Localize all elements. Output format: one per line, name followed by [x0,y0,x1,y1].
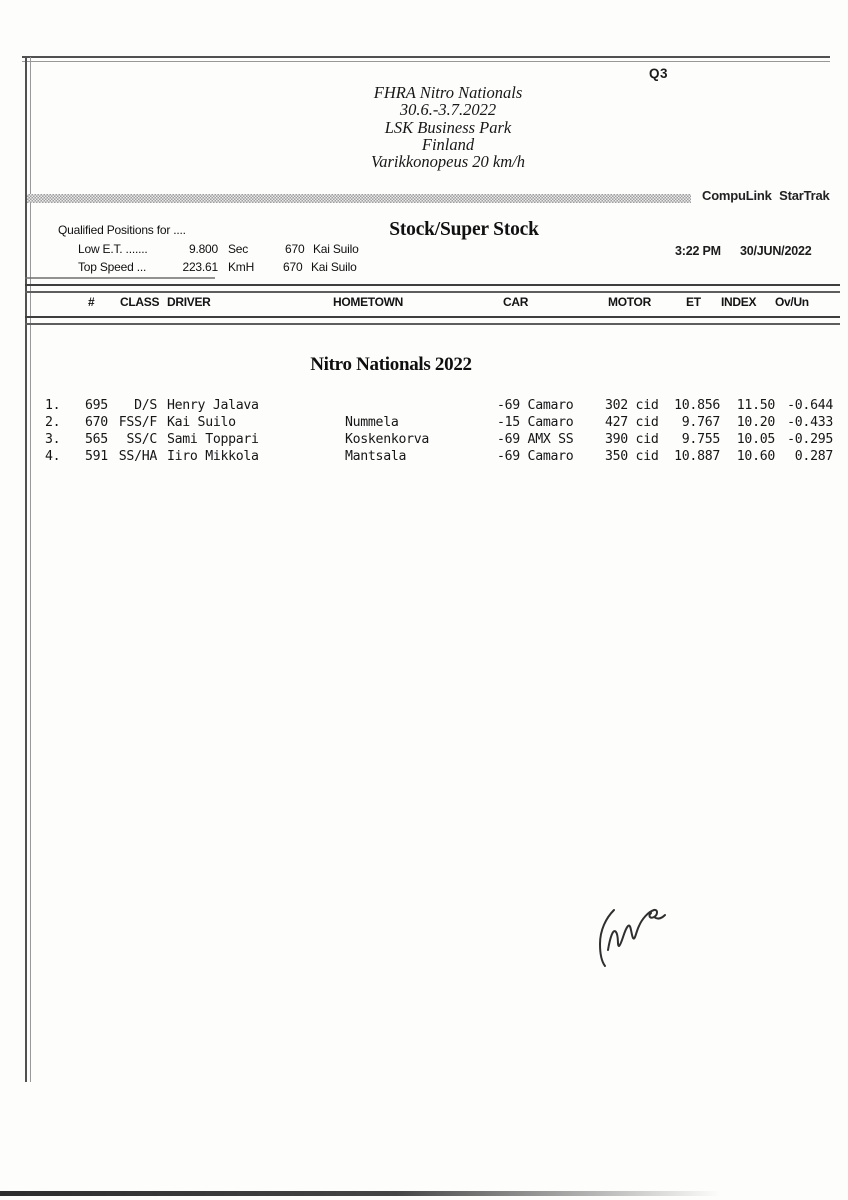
top-speed-driver: Kai Suilo [311,260,357,274]
scan-line-fragment [25,277,215,279]
col-header-car: CAR [503,295,529,309]
top-speed-value: 223.61 [182,260,218,274]
low-et-driver: Kai Suilo [313,242,359,256]
row-car-number: 565 [85,432,108,447]
row-class: D/S [134,398,157,413]
class-title: Stock/Super Stock [389,219,539,240]
signature-mark [578,888,678,973]
round-label: Q3 [649,66,669,81]
row-ovun: -0.433 [787,415,833,430]
top-speed-unit: KmH [228,260,255,274]
row-car: -69 Camaro [497,398,574,413]
col-header-class: CLASS [120,295,160,309]
print-time: 3:22 PM [675,244,721,258]
event-dates: 30.6.-3.7.2022 [399,100,497,120]
row-et: 9.755 [681,432,720,447]
table-row [0,415,848,432]
row-position: 1. [45,398,61,413]
row-car-number: 591 [85,449,108,464]
row-index: 10.60 [736,449,775,464]
row-class: FSS/F [118,415,157,430]
row-index: 10.05 [736,432,775,447]
row-car-number: 670 [85,415,108,430]
low-et-label: Low E.T. ....... [78,242,148,256]
row-driver: Henry Jalava [167,398,259,413]
row-position: 4. [45,449,61,464]
col-header-et: ET [686,295,701,309]
row-et: 10.856 [674,398,720,413]
row-hometown: Nummela [345,415,399,430]
table-row [0,398,848,415]
row-motor: 390 cid [605,432,659,447]
table-header-bottom-rule [25,316,840,325]
timing-brand: CompuLink StarTrak [702,188,830,203]
row-ovun: -0.295 [787,432,833,447]
page-bottom-edge [0,1191,720,1196]
col-header-hometown: HOMETOWN [333,295,404,309]
table-row [0,449,848,466]
row-position: 3. [45,432,61,447]
col-header-driver: DRIVER [167,295,211,309]
low-et-unit: Sec [228,242,249,256]
row-index: 10.20 [736,415,775,430]
event-title: FHRA Nitro Nationals [373,83,523,102]
row-car: -69 AMX SS [497,432,574,447]
table-row [0,432,848,449]
top-speed-label: Top Speed ... [78,260,147,274]
col-header-motor: MOTOR [608,295,651,309]
row-car: -69 Camaro [497,449,574,464]
results-rows [0,398,848,466]
dotted-separator [27,194,691,203]
row-hometown: Mantsala [345,449,407,464]
row-motor: 302 cid [605,398,659,413]
row-class: SS/HA [118,449,157,464]
row-motor: 427 cid [605,415,659,430]
row-ovun: 0.287 [794,449,833,464]
row-position: 2. [45,415,61,430]
row-driver: Kai Suilo [167,415,236,430]
row-car: -15 Camaro [497,415,574,430]
row-car-number: 695 [85,398,108,413]
row-ovun: -0.644 [787,398,833,413]
page-top-border [22,56,830,62]
event-country: Finland [421,134,475,154]
low-et-value: 9.800 [188,242,218,256]
section-title: Nitro Nationals 2022 [310,354,472,375]
qualified-positions-label: Qualified Positions for .... [58,223,186,237]
col-header-ovun: Ov/Un [775,295,809,309]
print-date: 30/JUN/2022 [740,244,812,258]
row-driver: Iiro Mikkola [167,449,259,464]
col-header-index: INDEX [721,295,757,309]
row-et: 10.887 [674,449,720,464]
row-index: 11.50 [736,398,775,413]
event-venue: LSK Business Park [384,117,512,137]
event-note: Varikkonopeus 20 km/h [371,152,525,172]
col-header-position: # [88,295,95,309]
low-et-car-number: 670 [285,242,305,256]
row-et: 9.767 [681,415,720,430]
row-hometown: Koskenkorva [345,432,430,447]
table-top-rule [25,284,840,293]
row-driver: Sami Toppari [167,432,259,447]
top-speed-car-number: 670 [283,260,303,274]
page-left-border [25,57,31,1082]
row-motor: 350 cid [605,449,659,464]
event-header [300,84,596,170]
row-class: SS/C [126,432,157,447]
